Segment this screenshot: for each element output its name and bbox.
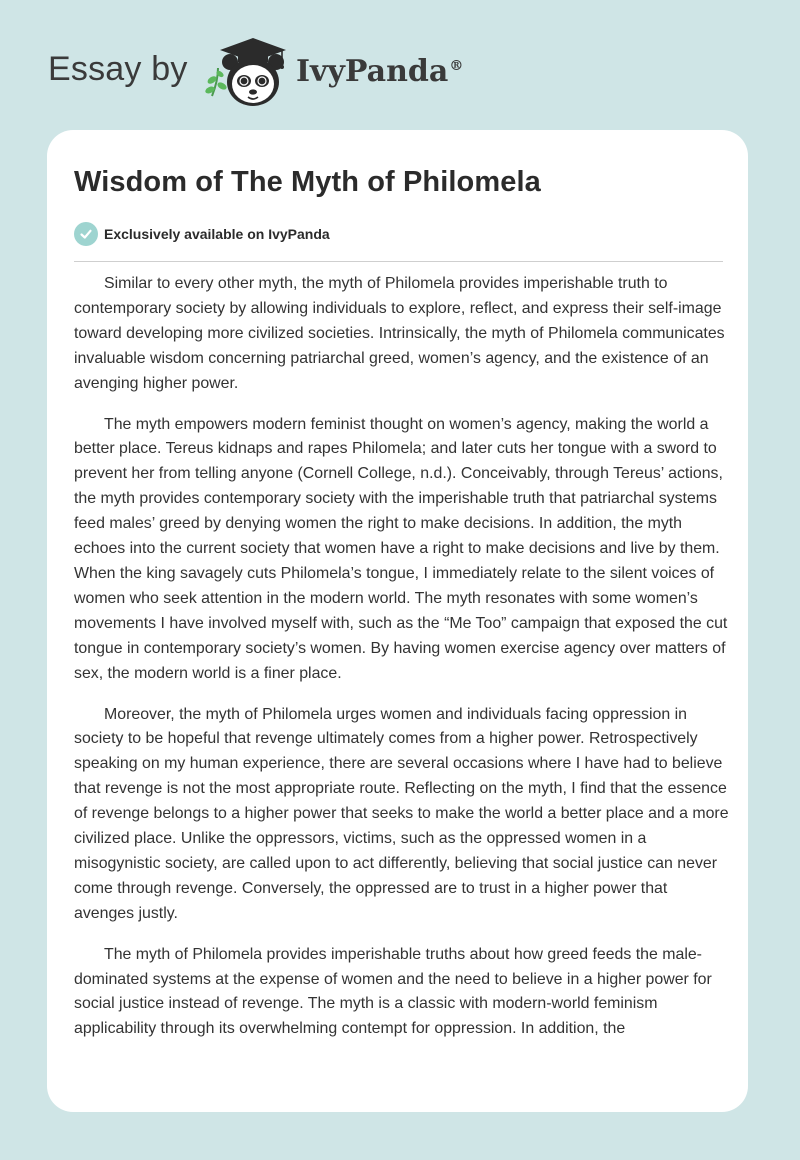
registered-mark: ® [449, 58, 464, 74]
page-title: Wisdom of The Myth of Philomela [74, 166, 541, 198]
paragraph: Similar to every other myth, the myth of Philomela provides imperishable truth to contemporary society by allowing individuals to explore, reflect, and express their self-image toward developing more civilized societies. Intrinsically, the myth of Philomela communicates invaluable wisdom concerning patriarchal greed, women’s agency, and the existence of an avenging higher power. [74, 275, 725, 392]
paragraph: The myth empowers modern feminist thought on women’s agency, making the world a better place. Tereus kidnaps and rapes Philomela; and later cuts her tongue with a sword to prevent her from telling anyone (Cornell College, n.d.). Conceivably, through Tereus’ actions, the myth provides contemporary society with the imperishable truth that patriarchal systems feed males’ greed by denying women the right to make decisions. In addition, the myth echoes into the current society that women have a right to make decisions and live by them. When the king savagely cuts Philomela’s tongue, I immediately relate to the silent voices of women who seek attention in the modern world. The myth resonates with some women’s movements I have involved myself with, such as the “Me Too” campaign that exposed the cut tongue in contemporary society’s women. By having women exercise agency over matters of sex, the modern world is a finer place. [74, 415, 728, 682]
check-circle-icon [74, 222, 98, 246]
essay-body [74, 272, 729, 1058]
paragraph: The myth of Philomela provides imperishable truths about how greed feeds the male-dominated systems at the expense of women and the need to believe in a higher power for social justice instead of revenge. The myth is a classic with modern-world feminism applicability through its overwhelming contempt for oppression. In addition, the [74, 945, 712, 1038]
site-header [0, 0, 800, 130]
panda-logo-icon[interactable] [202, 36, 294, 110]
title-divider [74, 261, 723, 262]
leaf-sprig-icon [204, 68, 228, 96]
brand-name[interactable]: IvyPanda® [296, 54, 464, 89]
exclusive-badge [74, 222, 330, 246]
essay-card [47, 130, 748, 1112]
essay-by-label: Essay by [48, 50, 188, 88]
exclusive-badge-label: Exclusively available on IvyPanda [104, 226, 330, 242]
paragraph: Moreover, the myth of Philomela urges women and individuals facing oppression in society to be hopeful that revenge ultimately comes from a higher power. Retrospectively speaking on my human experience, there are several occasions where I have had to believe that revenge is not the most appropriate route. Reflecting on the myth, I find that the essence of revenge belongs to a higher power that seeks to make the world a better place and a more civilized place. Unlike the oppressors, victims, such as the oppressed women in a misogynistic society, are called upon to act differently, believing that social justice can never come through revenge. Conversely, the oppressed are to trust in a higher power that avenges justly. [74, 705, 729, 922]
